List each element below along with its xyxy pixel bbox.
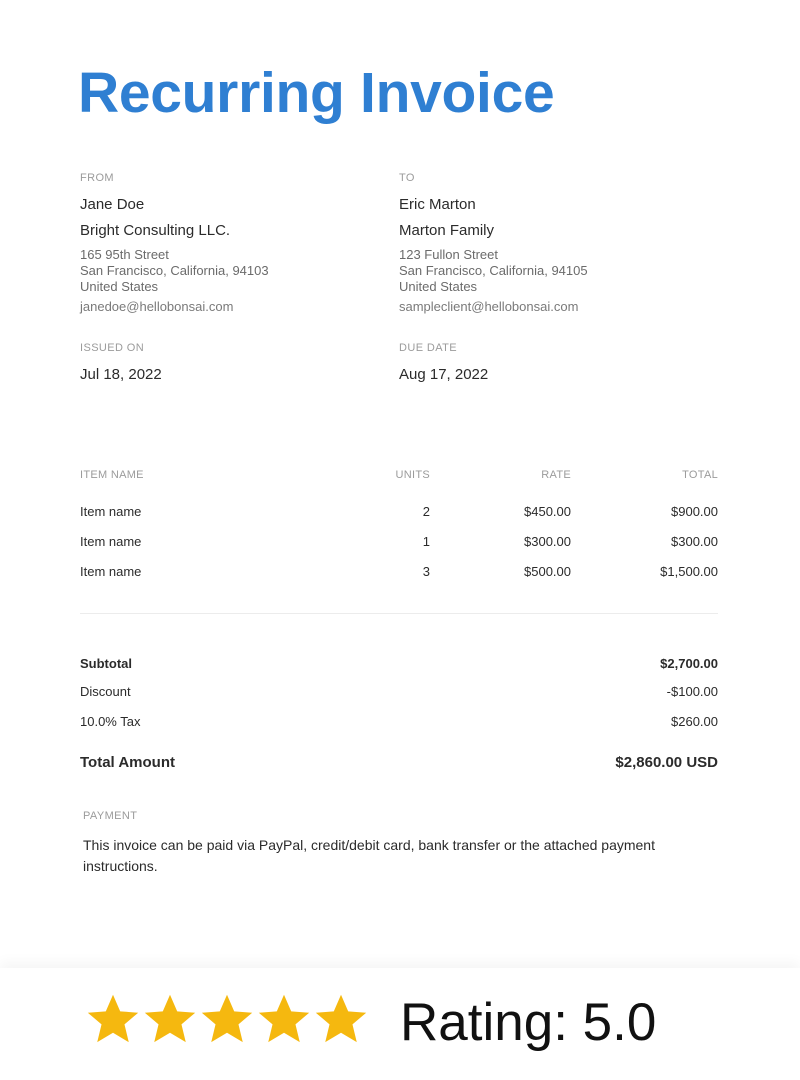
item-name: Item name bbox=[80, 503, 142, 519]
issued-label: ISSUED ON bbox=[80, 342, 145, 354]
total-amount-value: $2,860.00 USD bbox=[615, 753, 718, 771]
issued-section bbox=[80, 341, 380, 385]
header-item-name: ITEM NAME bbox=[80, 469, 144, 481]
star-icon bbox=[143, 992, 197, 1046]
star-rating bbox=[86, 992, 368, 1046]
due-label: DUE DATE bbox=[399, 342, 458, 354]
to-address-line1: 123 Fullon Street bbox=[399, 247, 499, 262]
total-amount-label: Total Amount bbox=[80, 753, 175, 771]
to-name: Eric Marton bbox=[399, 196, 476, 213]
discount-row bbox=[80, 676, 718, 706]
to-company: Marton Family bbox=[399, 222, 495, 239]
to-section bbox=[399, 171, 699, 315]
to-address-line2: San Francisco, California, 94105 bbox=[399, 263, 588, 278]
table-header bbox=[80, 466, 718, 484]
due-section bbox=[399, 341, 699, 385]
item-rate: $300.00 bbox=[524, 533, 571, 549]
to-country: United States bbox=[399, 279, 478, 294]
discount-label: Discount bbox=[80, 683, 131, 699]
item-name: Item name bbox=[80, 563, 142, 579]
from-name: Jane Doe bbox=[80, 196, 145, 213]
due-date: Aug 17, 2022 bbox=[399, 366, 489, 383]
subtotal-value: $2,700.00 bbox=[660, 655, 718, 671]
tax-label: 10.0% Tax bbox=[80, 713, 141, 729]
invoice-title: Recurring Invoice bbox=[78, 61, 555, 125]
to-email: sampleclient@hellobonsai.com bbox=[399, 299, 579, 314]
from-email: janedoe@hellobonsai.com bbox=[80, 299, 234, 314]
payment-section bbox=[83, 810, 723, 877]
header-total: TOTAL bbox=[682, 469, 718, 481]
payment-instructions: This invoice can be paid via PayPal, credit/debit card, bank transfer or the attached payment instructions. bbox=[83, 837, 655, 874]
item-rate: $450.00 bbox=[524, 503, 571, 519]
rating-text: Rating: 5.0 bbox=[400, 993, 657, 1052]
item-rate: $500.00 bbox=[524, 563, 571, 579]
item-total: $1,500.00 bbox=[660, 563, 718, 579]
item-units: 3 bbox=[422, 563, 430, 579]
table-divider bbox=[80, 613, 718, 614]
item-total: $300.00 bbox=[671, 533, 718, 549]
to-label: TO bbox=[399, 172, 415, 184]
discount-value: -$100.00 bbox=[666, 683, 718, 699]
tax-row bbox=[80, 706, 718, 736]
subtotal-label: Subtotal bbox=[80, 655, 132, 671]
header-rate: RATE bbox=[541, 469, 571, 481]
table-row bbox=[80, 496, 718, 526]
item-units: 1 bbox=[422, 533, 430, 549]
items-table bbox=[80, 466, 718, 586]
from-label: FROM bbox=[80, 172, 114, 184]
from-address-line2: San Francisco, California, 94103 bbox=[80, 263, 269, 278]
table-row bbox=[80, 556, 718, 586]
tax-value: $260.00 bbox=[671, 713, 718, 729]
table-row bbox=[80, 526, 718, 556]
item-name: Item name bbox=[80, 533, 142, 549]
from-address-line1: 165 95th Street bbox=[80, 247, 169, 262]
rating-bar bbox=[0, 968, 800, 1080]
item-total: $900.00 bbox=[671, 503, 718, 519]
issued-date: Jul 18, 2022 bbox=[80, 366, 162, 383]
totals-section bbox=[80, 650, 718, 780]
total-amount-row bbox=[80, 744, 718, 780]
star-icon bbox=[314, 992, 368, 1046]
from-company: Bright Consulting LLC. bbox=[80, 222, 231, 239]
subtotal-row bbox=[80, 650, 718, 676]
from-section bbox=[80, 171, 380, 315]
star-icon bbox=[86, 992, 140, 1046]
from-country: United States bbox=[80, 279, 159, 294]
item-units: 2 bbox=[422, 503, 430, 519]
star-icon bbox=[200, 992, 254, 1046]
header-units: UNITS bbox=[395, 469, 430, 481]
star-icon bbox=[257, 992, 311, 1046]
payment-label: PAYMENT bbox=[83, 810, 138, 822]
